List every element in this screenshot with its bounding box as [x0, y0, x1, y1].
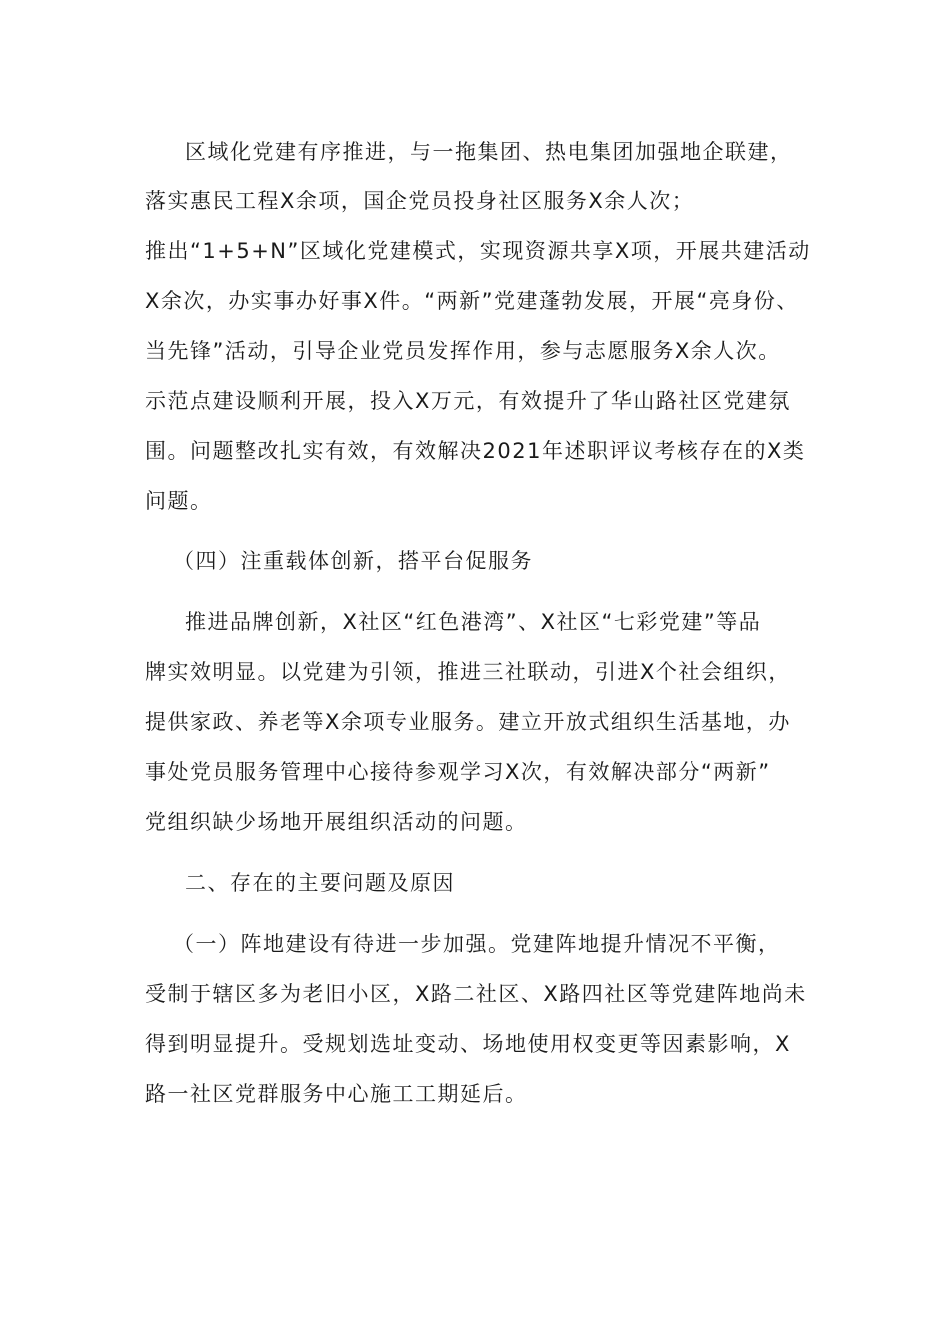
- paragraph-line: 当先锋”活动，引导企业党员发挥作用，参与志愿服务X余人次。: [145, 339, 781, 363]
- paragraph-line: 围。问题整改扎实有效，有效解决2021年述职评议考核存在的X类: [145, 439, 806, 463]
- paragraph-line: X余次，办实事办好事X件。“两新”党建蓬勃发展，开展“亮身份、: [145, 289, 799, 313]
- paragraph-line: 事处党员服务管理中心接待参观学习X次，有效解决部分“两新”: [145, 760, 771, 784]
- section-heading: 二、存在的主要问题及原因: [185, 871, 455, 895]
- paragraph-line: 牌实效明显。以党建为引领，推进三社联动，引进X个社会组织，: [145, 660, 791, 684]
- paragraph-line: 得到明显提升。受规划选址变动、场地使用权变更等因素影响，X: [145, 1032, 791, 1056]
- paragraph-line: 受制于辖区多为老旧小区，X路二社区、X路四社区等党建阵地尚未: [145, 982, 807, 1006]
- paragraph-line: 示范点建设顺利开展，投入X万元，有效提升了华山路社区党建氛: [145, 389, 791, 413]
- paragraph-line: 推进品牌创新，X社区“红色港湾”、X社区“七彩党建”等品: [185, 610, 762, 634]
- paragraph-line: 推出“1+5+N”区域化党建模式，实现资源共享X项，开展共建活动: [145, 239, 811, 263]
- paragraph-line: 区域化党建有序推进，与一拖集团、热电集团加强地企联建，: [185, 140, 793, 164]
- paragraph-line: 提供家政、养老等X余项专业服务。建立开放式组织生活基地，办: [145, 710, 791, 734]
- section-heading: （四）注重载体创新，搭平台促服务: [173, 549, 533, 573]
- paragraph-line: 问题。: [145, 489, 213, 513]
- paragraph-line: （一）阵地建设有待进一步加强。党建阵地提升情况不平衡，: [173, 932, 781, 956]
- paragraph-line: 党组织缺少场地开展组织活动的问题。: [145, 810, 528, 834]
- paragraph-line: 路一社区党群服务中心施工工期延后。: [145, 1082, 528, 1106]
- paragraph-line: 落实惠民工程X余项，国企党员投身社区服务X余人次；: [145, 189, 695, 213]
